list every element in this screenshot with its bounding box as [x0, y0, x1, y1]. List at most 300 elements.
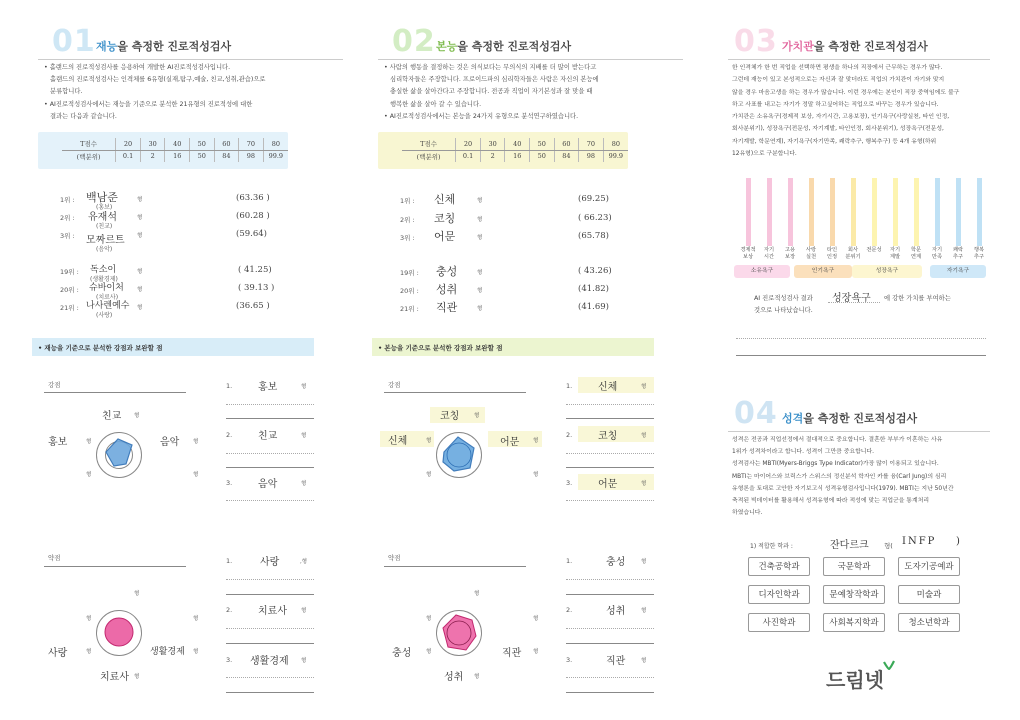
intro-text [384, 62, 679, 123]
cell: 60 [554, 138, 579, 150]
rank-label: 20위 : [60, 286, 79, 294]
rank-label: 1위 : [60, 196, 75, 204]
rank-sub: (치료사) [96, 294, 119, 301]
type-suffix: 형 [301, 608, 307, 614]
weakness-value: 직관 [606, 656, 626, 667]
value-bar [830, 178, 835, 246]
type-name: 잔다르크 [830, 540, 869, 551]
type-suffix: 형 [426, 616, 432, 622]
label-line: 계발 [889, 254, 901, 260]
value-bar-label [759, 247, 779, 261]
type-suffix: 형 [137, 287, 143, 293]
cell: 2 [480, 150, 505, 162]
rank-sub: (생활경제) [90, 276, 118, 283]
value-bar-label [969, 247, 989, 261]
intro-line: • 사람의 행동을 결정하는 것은 의식보다는 무의식의 지배를 더 많이 받는다고 [384, 64, 597, 71]
label-line: 보장 [784, 254, 796, 260]
section-number: 02 [392, 24, 436, 59]
group-label: 인기욕구 [794, 265, 852, 278]
cell: 80 [263, 138, 288, 150]
major-box: 문예창작학과 [823, 585, 885, 604]
cell: (백분위) [416, 152, 441, 161]
intro-line: 않을 경우 마음고생을 하는 경우가 많습니다. 이런 경우에는 본인이 직장 중역임에도 불구 [732, 89, 960, 96]
type-suffix: 형 [301, 384, 307, 390]
cell: T점수 [62, 138, 116, 150]
intro-line: 하였습니다. [732, 510, 763, 517]
value-bar [767, 178, 772, 246]
value-bar [872, 178, 877, 246]
type-suffix: 형 [137, 197, 143, 203]
mbti-value: INFP [902, 536, 937, 547]
rank-score: (60.28 ) [236, 211, 270, 221]
radar-label-right: 직관 [502, 648, 522, 659]
title-rest: 을 측정한 진로적성검사 [457, 40, 572, 53]
type-suffix: 형 [193, 616, 199, 622]
type-suffix: 형 [533, 472, 539, 478]
type-suffix: 형 [477, 306, 483, 312]
cell: 80 [603, 138, 628, 150]
strength-value: 홍보 [258, 382, 278, 393]
type-suffix: ,형 [300, 559, 308, 565]
list-number: 2. [226, 606, 233, 614]
value-bar-label [948, 247, 968, 261]
rank-name: 충성 [436, 265, 458, 278]
label-line: 자기 [889, 247, 901, 253]
type-suffix: 형 [137, 215, 143, 221]
section-header [378, 24, 683, 60]
value-bar-label [927, 247, 947, 261]
weakness-value: 치료사 [258, 606, 287, 617]
weakness-value: 충성 [606, 557, 626, 568]
major-box: 청소년학과 [898, 613, 960, 632]
label-line: 보상 [742, 254, 754, 260]
group-label: 소유욕구 [734, 265, 790, 278]
list-number: 1. [566, 382, 573, 390]
type-suffix: 형 [641, 658, 647, 664]
dotted-line [828, 302, 880, 303]
type-suffix: 형 [193, 472, 199, 478]
label-line: 경제적 [740, 247, 756, 253]
type-suffix: 형 [533, 616, 539, 622]
dotted-line [226, 404, 314, 405]
label-line: 시간 [763, 254, 775, 260]
cell: 99.9 [263, 150, 288, 162]
radar-label-bottom: 치료사 [100, 672, 129, 683]
title-highlight: 가치관 [782, 40, 814, 53]
type-suffix: 형 [426, 438, 432, 444]
section-header [728, 396, 990, 432]
rank-name: 슈바이처 [89, 283, 124, 293]
value-bar [935, 178, 940, 246]
value-bar [893, 178, 898, 246]
dotted-line [226, 677, 314, 678]
divider [566, 692, 654, 693]
intro-line: • AI진로적성검사에서는 본능을 24가지 유형으로 분석연구하였습니다. [384, 112, 579, 120]
label-line: 행복 [973, 247, 985, 253]
list-number: 1. [226, 557, 233, 565]
percentile-row [402, 150, 628, 162]
group-label: 성장욕구 [852, 265, 922, 278]
list-number: 1. [226, 382, 233, 390]
label-line: 분위기 [845, 254, 861, 260]
divider [736, 355, 986, 356]
divider [226, 467, 314, 468]
intro-line: 충실한 삶을 살아간다고 주장합니다. 전공과 직업이 자기본성과 잘 맞을 때 [390, 88, 593, 96]
major-box: 국문학과 [823, 557, 885, 576]
dotted-line [226, 500, 314, 501]
type-suffix: 형 [641, 433, 647, 439]
radar-shape [96, 610, 142, 656]
major-box: 도자기공예과 [898, 557, 960, 576]
cell: 98 [239, 150, 264, 162]
cell: (백분위) [76, 152, 101, 161]
intro-line: 회사분위기), 성장욕구(전문성, 자기계발, 타인인정, 회사분위기), 성장욕구(전문성, [732, 126, 944, 133]
rank-score: ( 43.26) [578, 266, 612, 276]
value-bar-label [843, 247, 863, 261]
type-suffix: 형 [474, 674, 480, 680]
list-number: 3. [566, 479, 573, 487]
type-suffix: 형 [477, 198, 483, 204]
dotted-line [566, 628, 654, 629]
weakness-value: 사랑 [260, 557, 280, 568]
type-suffix: 형 [137, 233, 143, 239]
cell: 60 [214, 138, 239, 150]
intro-line: 행복한 삶을 살아 갈 수 있습니다. [390, 100, 482, 108]
major-box: 건축공학과 [748, 557, 810, 576]
major-label: 1) 적합한 학과 : [750, 543, 793, 550]
cell: 30 [480, 138, 505, 150]
intro-line: 결과는 다음과 같습니다. [50, 112, 117, 120]
cell: 16 [165, 150, 190, 162]
intro-line: 가치관은 소유욕구(경제적 보상, 자기시간, 고용보장), 인기욕구(사랑실천, 타인 인정, [732, 114, 950, 121]
title-highlight: 성격 [782, 412, 804, 425]
label-line: 전문성 [866, 247, 882, 253]
intro-line: 축적된 빅데이터를 활용해서 성격유형에 따라 적성에 맞는 직업군을 통계처리 [732, 498, 930, 505]
strength-value: 코칭 [598, 431, 618, 442]
rank-label: 19위 : [60, 268, 79, 276]
rank-name: 신체 [434, 193, 456, 206]
type-suffix: 형 [641, 559, 647, 565]
type-suffix: 형 [134, 674, 140, 680]
label-line: 자기 [763, 247, 775, 253]
section-header [38, 24, 343, 60]
radar-shape [436, 432, 482, 478]
intro-line: 그런데 재능이 있고 본성적으로는 자신과 잘 맞더라도 직업의 가치관이 자기와 맞지 [732, 77, 945, 84]
type-suffix: 형 [474, 413, 480, 419]
dotted-line [226, 628, 314, 629]
rank-score: (63.36 ) [236, 193, 270, 203]
percentile-row [62, 150, 288, 162]
rank-score: ( 66.23) [578, 213, 612, 223]
section-values [728, 0, 990, 370]
rank-name: 나사렌예수 [86, 301, 130, 311]
divider [226, 418, 314, 419]
value-bar [956, 178, 961, 246]
cell: 84 [554, 150, 579, 162]
type-suffix: 형 [86, 439, 92, 445]
cell: 20 [456, 138, 481, 150]
rank-name: 성취 [436, 283, 458, 296]
title-rest: 을 측정한 진로적성검사 [803, 412, 918, 425]
divider [566, 643, 654, 644]
leaf-icon [883, 660, 895, 670]
strength-value: 음악 [258, 479, 278, 490]
rank-label: 3위 : [60, 232, 75, 240]
value-bar-label [822, 247, 842, 261]
value-bar-label [864, 247, 884, 254]
result-line2: 것으로 나타났습니다. [754, 307, 813, 314]
close-paren: ) [956, 536, 960, 547]
intro-text [732, 62, 990, 160]
type-suffix: 형 [426, 472, 432, 478]
cell: 50 [530, 138, 555, 150]
t-score-table [378, 132, 628, 169]
cell: 70 [239, 138, 264, 150]
rank-score: (59.64) [236, 229, 267, 239]
intro-line: 분류합니다. [50, 88, 83, 96]
radar-label-left: 신체 [388, 436, 408, 447]
type-suffix: 형 [641, 481, 647, 487]
type-suffix: 형 [193, 649, 199, 655]
intro-text [44, 62, 339, 123]
intro-line: 홀랜드의 진로적성검사는 인격체를 6유형(실재,탐구,예술, 친교,성취,관습)으로 [50, 76, 266, 84]
type-suffix: 형 [134, 591, 140, 597]
intro-line: 심리학자들은 주장합니다. 프로이드파의 심리학자들은 사람은 자신의 본능에 [390, 76, 599, 84]
brand-logo [826, 662, 896, 692]
type-suffix: 형 [137, 269, 143, 275]
list-number: 3. [566, 656, 573, 664]
divider [226, 643, 314, 644]
section-title [436, 38, 571, 54]
rank-label: 1위 : [400, 197, 415, 205]
intro-line: MBTI는 마이어스와 브릭스가 스위스의 정신분석 학자인 카를 융(Carl Jung)의 심리 [732, 473, 947, 480]
rank-sub: (음악) [96, 246, 113, 253]
divider [226, 594, 314, 595]
radar-label-left: 사랑 [48, 648, 68, 659]
rank-label: 21위 : [400, 305, 419, 313]
intro-line: 자기계발, 학문연계), 자기욕구(자기만족, 쾌락추구, 행복추구) 등 4개 유형(하위 [732, 138, 937, 145]
value-bar-label [885, 247, 905, 261]
cell: 50 [190, 150, 215, 162]
value-bar [809, 178, 814, 246]
section-title [96, 38, 231, 54]
rank-label: 3위 : [400, 234, 415, 242]
radar-label-bottom: 성취 [444, 672, 464, 683]
type-suffix: 형( [884, 542, 893, 550]
type-suffix: 형 [477, 217, 483, 223]
cell: 70 [579, 138, 604, 150]
divider [44, 392, 186, 393]
rank-sub: (홍보) [96, 204, 113, 211]
major-box: 미술과 [898, 585, 960, 604]
rank-score: (41.82) [578, 284, 609, 294]
value-bar-label [780, 247, 800, 261]
cell: 2 [140, 150, 165, 162]
result-value: 성장욕구 [832, 293, 871, 304]
intro-line: • AI진로적성검사에서는 재능을 기준으로 분석한 21유형의 진로적성에 대한 [44, 100, 253, 108]
list-number: 1. [566, 557, 573, 565]
type-suffix: 형 [533, 649, 539, 655]
list-number: 3. [226, 479, 233, 487]
cell: 16 [505, 150, 530, 162]
rank-name: 백남준 [86, 191, 118, 204]
value-bar [914, 178, 919, 246]
dotted-line [736, 338, 986, 339]
cell: 99.9 [603, 150, 628, 162]
weakness-label: 약점 [48, 554, 61, 562]
title-rest: 을 측정한 진로적성검사 [813, 40, 928, 53]
value-bar-label [738, 247, 758, 261]
label-line: 만족 [931, 254, 943, 260]
rank-name: 코칭 [434, 212, 456, 225]
rank-label: 2위 : [400, 216, 415, 224]
section-title [782, 38, 928, 54]
intro-line: 하고 사표를 내고는 자기가 정말 하고싶어하는 직업으로 바꾸는 경우가 있습니다. [732, 101, 939, 108]
group-label: 자기욕구 [930, 265, 986, 278]
type-suffix: 형 [477, 288, 483, 294]
dotted-line [226, 453, 314, 454]
type-suffix: 형 [301, 481, 307, 487]
intro-line: 한 인격체가 한 번 직업을 선택하면 평생을 하나의 직장에서 근무하는 경우가 많다. [732, 65, 943, 71]
value-bar-label [906, 247, 926, 261]
strength-label: 강점 [388, 381, 401, 389]
list-number: 2. [226, 431, 233, 439]
cell: 0.1 [116, 150, 141, 162]
label-line: 고용 [784, 247, 796, 253]
radar-label-top: 친교 [102, 411, 122, 422]
type-suffix: 형 [86, 472, 92, 478]
type-suffix: 형 [137, 305, 143, 311]
divider [384, 392, 526, 393]
list-number: 2. [566, 431, 573, 439]
rank-score: ( 41.25) [238, 265, 272, 275]
type-suffix: 형 [193, 439, 199, 445]
type-suffix: 형 [426, 649, 432, 655]
cell: 84 [214, 150, 239, 162]
rank-sub: (친교) [96, 223, 113, 230]
cell: 50 [530, 150, 555, 162]
rank-score: (41.69) [578, 302, 609, 312]
strength-value: 신체 [598, 382, 618, 393]
title-highlight: 재능 [96, 40, 118, 53]
radar-shape [96, 432, 142, 478]
strength-value: 친교 [258, 431, 278, 442]
weakness-label: 약점 [388, 554, 401, 562]
radar-shape [436, 610, 482, 656]
analysis-header: • 재능을 기준으로 분석한 강점과 보완할 점 [32, 338, 314, 356]
list-number: 2. [566, 606, 573, 614]
type-suffix: 형 [474, 591, 480, 597]
title-rest: 을 측정한 진로적성검사 [117, 40, 232, 53]
major-box: 사회복지학과 [823, 613, 885, 632]
section-title [782, 410, 917, 426]
cell: 0.1 [456, 150, 481, 162]
cell: 40 [165, 138, 190, 150]
radar-label-right: 생활경제 [150, 647, 185, 657]
rank-score: (69.25) [578, 194, 609, 204]
value-bar [851, 178, 856, 246]
list-number: 3. [226, 656, 233, 664]
divider [384, 566, 526, 567]
radar-label-right: 음악 [160, 437, 180, 448]
type-suffix: 형 [86, 616, 92, 622]
cell: 20 [116, 138, 141, 150]
rank-label: 21위 : [60, 304, 79, 312]
cell: T점수 [402, 138, 456, 150]
label-line: 추구 [973, 254, 985, 260]
radar-label-top: 코칭 [440, 411, 460, 422]
section-number: 03 [734, 24, 778, 59]
value-bar-label [801, 247, 821, 261]
label-line: 연계 [910, 254, 922, 260]
type-suffix: 형 [134, 413, 140, 419]
rank-score: (36.65 ) [236, 301, 270, 311]
label-line: 자기 [931, 247, 943, 253]
rank-label: 2위 : [60, 214, 75, 222]
type-suffix: 형 [301, 433, 307, 439]
intro-line: 12유형)으로 구분합니다. [732, 151, 797, 158]
intro-line: 성격검사는 MBTI(Myers-Briggs Type Indicator)가장 많이 이용되고 있습니다. [732, 461, 939, 468]
label-line: 실천 [805, 254, 817, 260]
label-line: 타인 [826, 247, 838, 253]
label-line: 인정 [826, 254, 838, 260]
divider [566, 467, 654, 468]
analysis-header: • 본능을 기준으로 분석한 강점과 보완할 점 [372, 338, 654, 356]
t-score-row [402, 138, 628, 150]
value-bar [746, 178, 751, 246]
cell: 98 [579, 150, 604, 162]
dotted-line [566, 579, 654, 580]
type-suffix: 형 [641, 384, 647, 390]
divider [226, 692, 314, 693]
label-line: 사랑 [805, 247, 817, 253]
cell: 30 [140, 138, 165, 150]
strength-value: 어문 [598, 479, 618, 490]
type-suffix: 형 [86, 649, 92, 655]
section-number: 04 [734, 396, 778, 431]
rank-score: ( 39.13 ) [238, 283, 275, 293]
value-bar [788, 178, 793, 246]
rank-label: 20위 : [400, 287, 419, 295]
radar-label-right: 어문 [500, 437, 520, 448]
title-highlight: 본능 [436, 40, 458, 53]
radar-label-left: 홍보 [48, 437, 68, 448]
cell: 50 [190, 138, 215, 150]
weakness-value: 생활경제 [250, 656, 289, 667]
logo-text: 드림넷 [826, 668, 884, 692]
divider [566, 594, 654, 595]
intro-line: 성격은 전공과 직업선정에서 절대적으로 중요합니다. 결혼한 부부가 이혼하는 사유 [732, 437, 943, 443]
result-prefix: AI 진로적성검사 결과 [754, 295, 813, 302]
strength-label: 강점 [48, 381, 61, 389]
dotted-line [566, 500, 654, 501]
cell: 40 [505, 138, 530, 150]
dotted-line [226, 579, 314, 580]
rank-score: (65.78) [578, 231, 609, 241]
type-suffix: 형 [533, 438, 539, 444]
label-line: 학문 [910, 247, 922, 253]
intro-line: • 홀랜드의 진로적성검사를 응용하여 개발한 AI진로적성검사입니다. [44, 64, 231, 71]
dotted-line [566, 677, 654, 678]
result-suffix: 에 강한 가치를 부여하는 [884, 295, 951, 302]
label-line: 쾌락 [952, 247, 964, 253]
dotted-line [566, 404, 654, 405]
major-box: 디자인학과 [748, 585, 810, 604]
intro-line: 유형론을 토대로 고안한 자기보고식 성격유형검사입니다(1979). MBTI는 지난 50년간 [732, 485, 954, 492]
type-suffix: 형 [301, 658, 307, 664]
t-score-table [38, 132, 288, 169]
divider [44, 566, 186, 567]
